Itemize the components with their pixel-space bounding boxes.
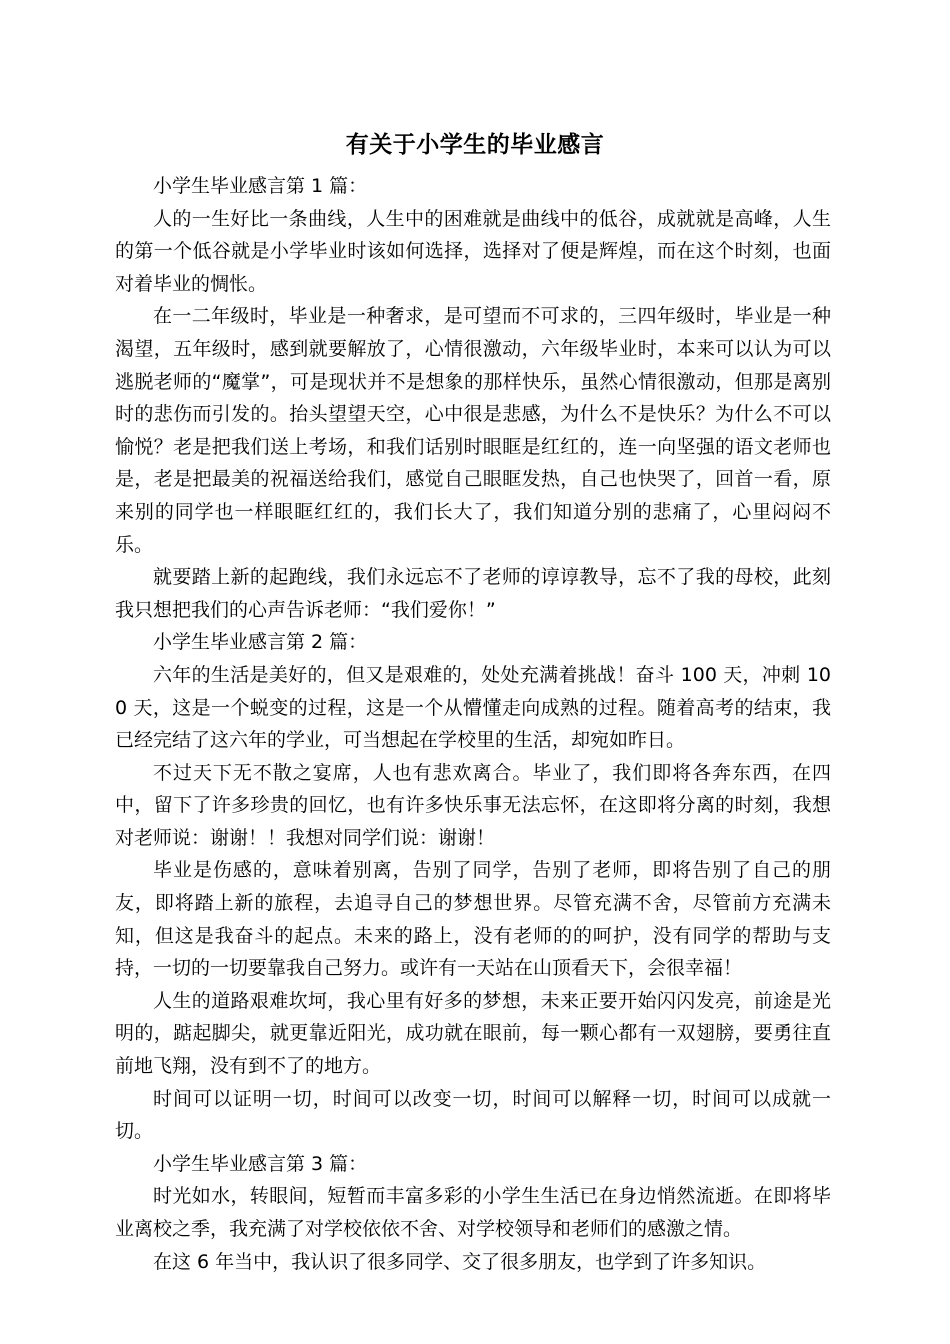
section-heading-3: 小学生毕业感言第 3 篇： — [153, 1152, 368, 1175]
paragraph: 毕业是伤感的，意味着别离，告别了同学，告别了老师，即将告别了自己的朋友，即将踏上新的旅程，去追寻自己的梦想世界。尽管充满不舍，尽管前方充满未知，但这是我奋斗的起点。未来的路上，没有老师的的呵护，没有同学的帮助与支持，一切的一切要靠我自己努力。或许有一天站在山顶看天下，会很幸福！ — [115, 859, 831, 980]
paragraph: 人生的道路艰难坎坷，我心里有好多的梦想，未来正要开始闪闪发亮，前途是光明的，踮起脚尖，就更靠近阳光，成功就在眼前，每一颗心都有一双翅膀，要勇往直前地飞翔，没有到不了的地方。 — [115, 989, 831, 1078]
section-heading-2: 小学生毕业感言第 2 篇： — [153, 631, 368, 654]
document-title: 有关于小学生的毕业感言 — [345, 132, 605, 159]
paragraph: 六年的生活是美好的，但又是艰难的，处处充满着挑战！奋斗 100 天，冲刺 100 天，这是一个蜕变的过程，这是一个从懵懂走向成熟的过程。随着高考的结束，我已经完结了这六年的学业，可当想起在学校里的生活，却宛如昨日。 — [115, 663, 831, 752]
section-heading-1: 小学生毕业感言第 1 篇： — [153, 175, 368, 197]
document-body — [115, 170, 831, 1278]
paragraph: 就要踏上新的起跑线，我们永远忘不了老师的谆谆教导，忘不了我的母校，此刻我只想把我们的心声告诉老师：“我们爱你！” — [115, 566, 831, 621]
paragraph: 在一二年级时，毕业是一种奢求，是可望而不可求的，三四年级时，毕业是一种渴望，五年级时，感到就要解放了，心情很激动，六年级毕业时，本来可以认为可以逃脱老师的“魔掌”，可是现状并不是想象的那样快乐，虽然心情很激动，但那是离别时的悲伤而引发的。抬头望望天空，心中很是悲感，为什么不是快乐？为什么不可以愉悦？老是把我们送上考场，和我们话别时眼眶是红红的，连一向坚强的语文老师也是，老是把最美的祝福送给我们，感觉自己眼眶发热，自己也快哭了，回首一看，原来别的同学也一样眼眶红红的，我们长大了，我们知道分别的悲痛了，心里闷闷不乐。 — [115, 305, 831, 556]
paragraph: 时间可以证明一切，时间可以改变一切，时间可以解释一切，时间可以成就一切。 — [115, 1087, 831, 1143]
paragraph: 时光如水，转眼间，短暂而丰富多彩的小学生生活已在身边悄然流逝。在即将毕业离校之季，我充满了对学校依依不舍、对学校领导和老师们的感激之情。 — [115, 1185, 831, 1240]
paragraph: 人的一生好比一条曲线，人生中的困难就是曲线中的低谷，成就就是高峰，人生的第一个低谷就是小学毕业时该如何选择，选择对了便是辉煌，而在这个时刻，也面对着毕业的惆怅。 — [115, 207, 831, 295]
paragraph: 在这 6 年当中，我认识了很多同学、交了很多朋友，也学到了许多知识。 — [153, 1250, 767, 1273]
paragraph: 不过天下无不散之宴席，人也有悲欢离合。毕业了，我们即将各奔东西，在四中，留下了许多珍贵的回忆，也有许多快乐事无法忘怀，在这即将分离的时刻，我想对老师说：谢谢！！我想对同学们说：谢谢！ — [115, 761, 831, 849]
